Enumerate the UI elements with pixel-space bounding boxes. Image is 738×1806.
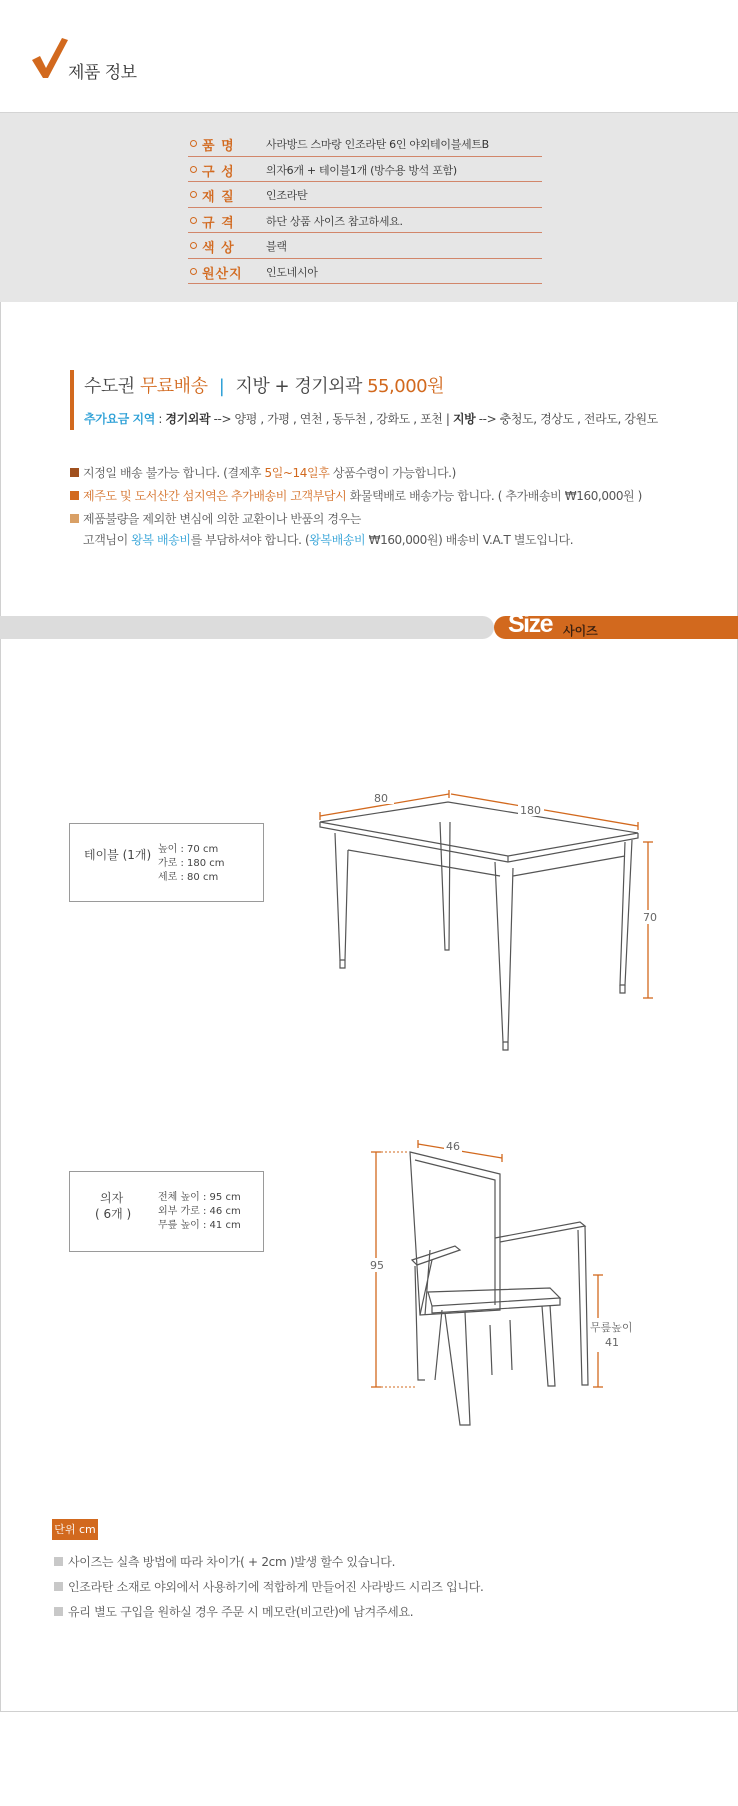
chair-width-line: 외부 가로 : 46 cm: [158, 1206, 241, 1217]
chair-height-line: 전체 높이 : 95 cm: [158, 1192, 241, 1203]
table-width-label: 180: [520, 804, 541, 817]
bullet-square-icon: [54, 1607, 63, 1616]
spec-value: 인도네시아: [266, 265, 318, 279]
chair-info-lines: [158, 1191, 241, 1233]
chair-height-label: 95: [370, 1259, 384, 1272]
bullet-square-icon: [54, 1582, 63, 1591]
extra-fee-line: [84, 410, 658, 427]
spec-row-material: [188, 182, 542, 208]
note-text: ₩160,000원) 배송비 V.A.T 별도입니다.: [365, 533, 574, 547]
bottom-note-text: 인조라탄 소재로 야외에서 사용하기에 적합하게 만들어진 사라방드 시리즈 입니다.: [68, 1580, 484, 1594]
shipping-headline: [84, 372, 444, 398]
chair-drawing: [360, 1130, 650, 1430]
note-return: [70, 510, 361, 527]
spec-label: 색 상: [202, 241, 235, 256]
note-text: 화물택배로 배송가능 합니다. ( 추가배송비 ₩160,000원 ): [346, 489, 642, 503]
metro-label: 수도권: [84, 376, 135, 397]
chair-knee-label: 41: [605, 1336, 619, 1349]
size-subheading: 사이즈: [563, 624, 598, 638]
table-info-lines: [158, 843, 225, 885]
note-text: 상품수령이 가능합니다.): [329, 466, 456, 480]
table-drawing: [300, 780, 680, 1060]
table-depth-line: 세로 : 80 cm: [158, 872, 219, 883]
region-label: 지방 + 경기외곽: [235, 376, 362, 397]
bullet-square-icon: [54, 1557, 63, 1566]
note-island: [70, 487, 642, 504]
bullet-square-icon: [70, 491, 79, 500]
note-text: 고객님이: [83, 533, 132, 547]
table-height-line: 높이 : 70 cm: [158, 844, 219, 855]
spec-label: 구 성: [202, 164, 235, 180]
page-title: 제품 정보: [68, 63, 137, 83]
bullet-circle-icon: [190, 166, 197, 173]
free-shipping-label: 무료배송: [139, 376, 208, 397]
spec-value: 하단 상품 사이즈 참고하세요.: [266, 214, 403, 228]
bullet-circle-icon: [190, 191, 197, 198]
bottom-note-text: 사이즈는 실측 방법에 따라 차이가( + 2cm )발생 할수 있습니다.: [68, 1555, 396, 1569]
unit-badge: 단위 cm: [52, 1519, 98, 1540]
bottom-note: [54, 1578, 484, 1595]
spec-value: 인조라탄: [266, 189, 308, 202]
extra-fee-label: 추가요금 지역: [84, 412, 155, 426]
size-heading: Size: [508, 610, 553, 638]
province-label: 지방: [452, 412, 476, 426]
chair-knee-line: 무릎 높이 : 41 cm: [158, 1220, 241, 1231]
bullet-circle-icon: [190, 217, 197, 224]
bottom-note: [54, 1553, 395, 1570]
chair-info-name: 의자: [100, 1191, 124, 1205]
chair-info-box: [69, 1171, 264, 1252]
bullet-circle-icon: [190, 268, 197, 275]
colon: :: [154, 412, 166, 426]
size-bar-left: [0, 616, 494, 639]
province-areas: --> 충청도, 경상도 , 전라도, 강원도: [475, 412, 658, 426]
chair-width-label: 46: [446, 1140, 460, 1153]
spec-row-origin: [188, 259, 542, 285]
spec-label: 원산지: [202, 266, 243, 282]
spec-label: 재 질: [202, 190, 235, 205]
note-delivery-date: [70, 464, 456, 481]
shipping-accent-bar: [70, 370, 74, 430]
note-text: 를 부담하셔야 합니다. (: [190, 533, 310, 547]
spec-row-composition: [188, 157, 542, 183]
spec-row-color: [188, 233, 542, 259]
spec-row-size: [188, 208, 542, 234]
table-info-name: 테이블 (1개): [84, 848, 152, 862]
checkmark-icon: [30, 36, 70, 80]
bullet-circle-icon: [190, 242, 197, 249]
gyeonggi-areas: --> 양평 , 가평 , 연천 , 동두천 , 강화도 , 포천: [210, 412, 443, 426]
bottom-note: [54, 1603, 413, 1620]
table-height-label: 70: [643, 911, 657, 924]
spec-value: 사라방드 스마랑 인조라탄 6인 야외테이블세트B: [266, 138, 489, 151]
note-highlight: 5일~14일후: [264, 466, 330, 480]
bullet-square-icon: [70, 468, 79, 477]
bottom-note-text: 유리 별도 구입을 원하실 경우 주문 시 메모란(비고란)에 남겨주세요.: [68, 1605, 414, 1619]
spec-value: 의자6개 + 테이블1개 (방수용 방석 포함): [266, 163, 457, 177]
spec-label: 품 명: [202, 139, 235, 154]
spec-box: [0, 112, 738, 302]
separator: |: [218, 376, 225, 397]
chair-info-count: ( 6개 ): [95, 1207, 132, 1221]
note-text: 지정일 배송 불가능 합니다. (결제후: [83, 466, 265, 480]
chair-knee-caption: 무릎높이: [590, 1321, 633, 1334]
gyeonggi-label: 경기외곽: [165, 412, 211, 426]
note-return-fee: [83, 531, 573, 548]
spec-value: 블랙: [266, 240, 287, 253]
region-price: 55,000원: [367, 376, 444, 397]
note-text: 제품불량을 제외한 변심에 의한 교환이나 반품의 경우는: [83, 512, 361, 526]
spec-row-name: [188, 131, 542, 157]
bullet-square-icon: [70, 514, 79, 523]
spec-label: 규 격: [202, 215, 235, 231]
table-info-box: [69, 823, 264, 902]
table-depth-label: 80: [374, 792, 388, 805]
note-highlight: 왕복배송비: [309, 533, 366, 547]
bullet-circle-icon: [190, 140, 197, 147]
note-highlight: 제주도 및 도서산간 섬지역은 추가배송비 고객부담시: [83, 489, 347, 503]
note-highlight: 왕복 배송비: [131, 533, 191, 547]
table-width-line: 가로 : 180 cm: [158, 858, 225, 869]
bar: |: [442, 412, 453, 426]
